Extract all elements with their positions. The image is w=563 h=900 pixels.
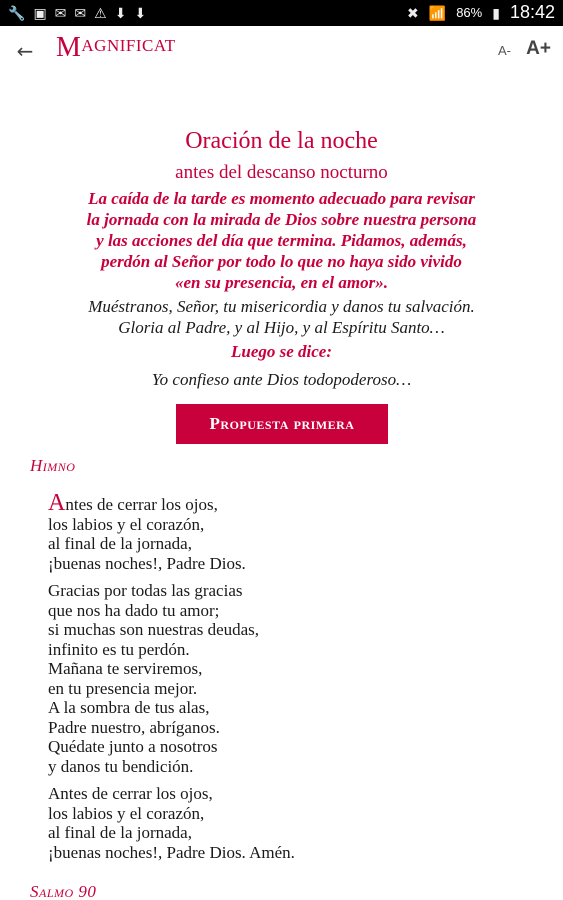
hymn-line: si muchas son nuestras deudas, — [48, 620, 260, 639]
proposal-button[interactable]: Propuesta primera — [176, 404, 388, 444]
hymn-line: ¡buenas noches!, Padre Dios. Amén. — [48, 842, 295, 862]
intro-paragraph — [48, 188, 515, 293]
hymn-stanza — [48, 490, 528, 573]
hymn-line: Gracias por todas las gracias — [48, 581, 243, 600]
hymn-drop-cap: A — [48, 490, 66, 516]
intro-line: la jornada con la mirada de Dios sobre nuestra persona — [86, 210, 477, 229]
hymn-line: al final de la jornada, — [48, 534, 192, 553]
system-icons — [407, 2, 555, 23]
hymn-line: al final de la jornada, — [48, 823, 192, 842]
download-icon: ⬇ — [114, 5, 127, 21]
font-increase-button[interactable]: A+ — [526, 38, 551, 59]
hymn-stanza — [48, 581, 528, 776]
hymn-line: ntes de cerrar los ojos, — [65, 495, 218, 514]
battery-icon: ▮ — [492, 4, 500, 21]
hymn-line: infinito es tu perdón. — [48, 639, 190, 659]
hymn-line: ¡buenas noches!, Padre Dios. — [48, 553, 246, 573]
gmail-icon: ✉ — [54, 5, 67, 21]
hymn-line: Padre nuestro, abríganos. — [48, 717, 220, 737]
hymn-line: que nos ha dado tu amor; — [48, 600, 220, 620]
app-bar — [0, 26, 563, 78]
hymn-line: los labios y el corazón, — [48, 803, 205, 823]
clock: 18:42 — [509, 2, 555, 22]
warning-icon: ⚠ — [94, 5, 107, 21]
intro-line: y las acciones del día que termina. Pidamos, además, — [96, 231, 467, 250]
hymn-line: Quédate junto a nosotros — [48, 737, 218, 756]
wrench-icon: 🔧 — [8, 5, 26, 21]
notification-icons — [8, 3, 146, 23]
hymn-line: Mañana te serviremos, — [48, 659, 203, 678]
hymn-line: en tu presencia mejor. — [48, 678, 198, 698]
intro-line: «en su presencia, en el amor». — [175, 273, 388, 292]
hymn-stanza — [48, 784, 528, 862]
prayer-content[interactable] — [0, 78, 563, 900]
logo-text: AGNIFICAT — [81, 36, 176, 55]
then-said-rubric: Luego se dice: — [230, 342, 333, 361]
hymn-line: A la sombra de tus alas, — [48, 698, 210, 717]
magnificat-logo — [56, 32, 176, 64]
psalm-heading: Salmo 90 — [30, 882, 97, 900]
hymn-line: los labios y el corazón, — [48, 514, 205, 534]
font-decrease-button[interactable]: A- — [498, 43, 511, 58]
page-subtitle: antes del descanso nocturno — [175, 162, 388, 183]
back-arrow-icon[interactable]: ← — [16, 39, 34, 63]
status-bar — [0, 0, 563, 26]
gmail-icon: ✉ — [74, 5, 87, 21]
page-title: Oración de la noche — [185, 128, 378, 154]
battery-percent: 86% — [456, 5, 483, 20]
hymn-heading: Himno — [30, 456, 76, 475]
hymn-line: y danos tu bendición. — [48, 756, 194, 776]
confession-line: Yo confieso ante Dios todopoderoso… — [151, 370, 412, 389]
verse-block — [40, 296, 523, 338]
logo-initial: M — [56, 32, 82, 63]
image-icon: ▣ — [33, 5, 47, 21]
intro-line: La caída de la tarde es momento adecuado para revisar — [88, 189, 475, 208]
hymn-line: Antes de cerrar los ojos, — [48, 784, 213, 803]
verse-line: Muéstranos, Señor, tu misericordia y danos tu salvación. — [88, 297, 475, 316]
hymn-text — [48, 490, 528, 870]
mute-icon: ✖ — [407, 4, 419, 21]
download-icon: ⬇ — [134, 5, 147, 21]
verse-line: Gloria al Padre, y al Hijo, y al Espíritu Santo… — [118, 318, 445, 337]
wifi-icon: 📶 — [428, 4, 447, 21]
intro-line: perdón al Señor por todo lo que no haya sido vivido — [101, 252, 462, 271]
